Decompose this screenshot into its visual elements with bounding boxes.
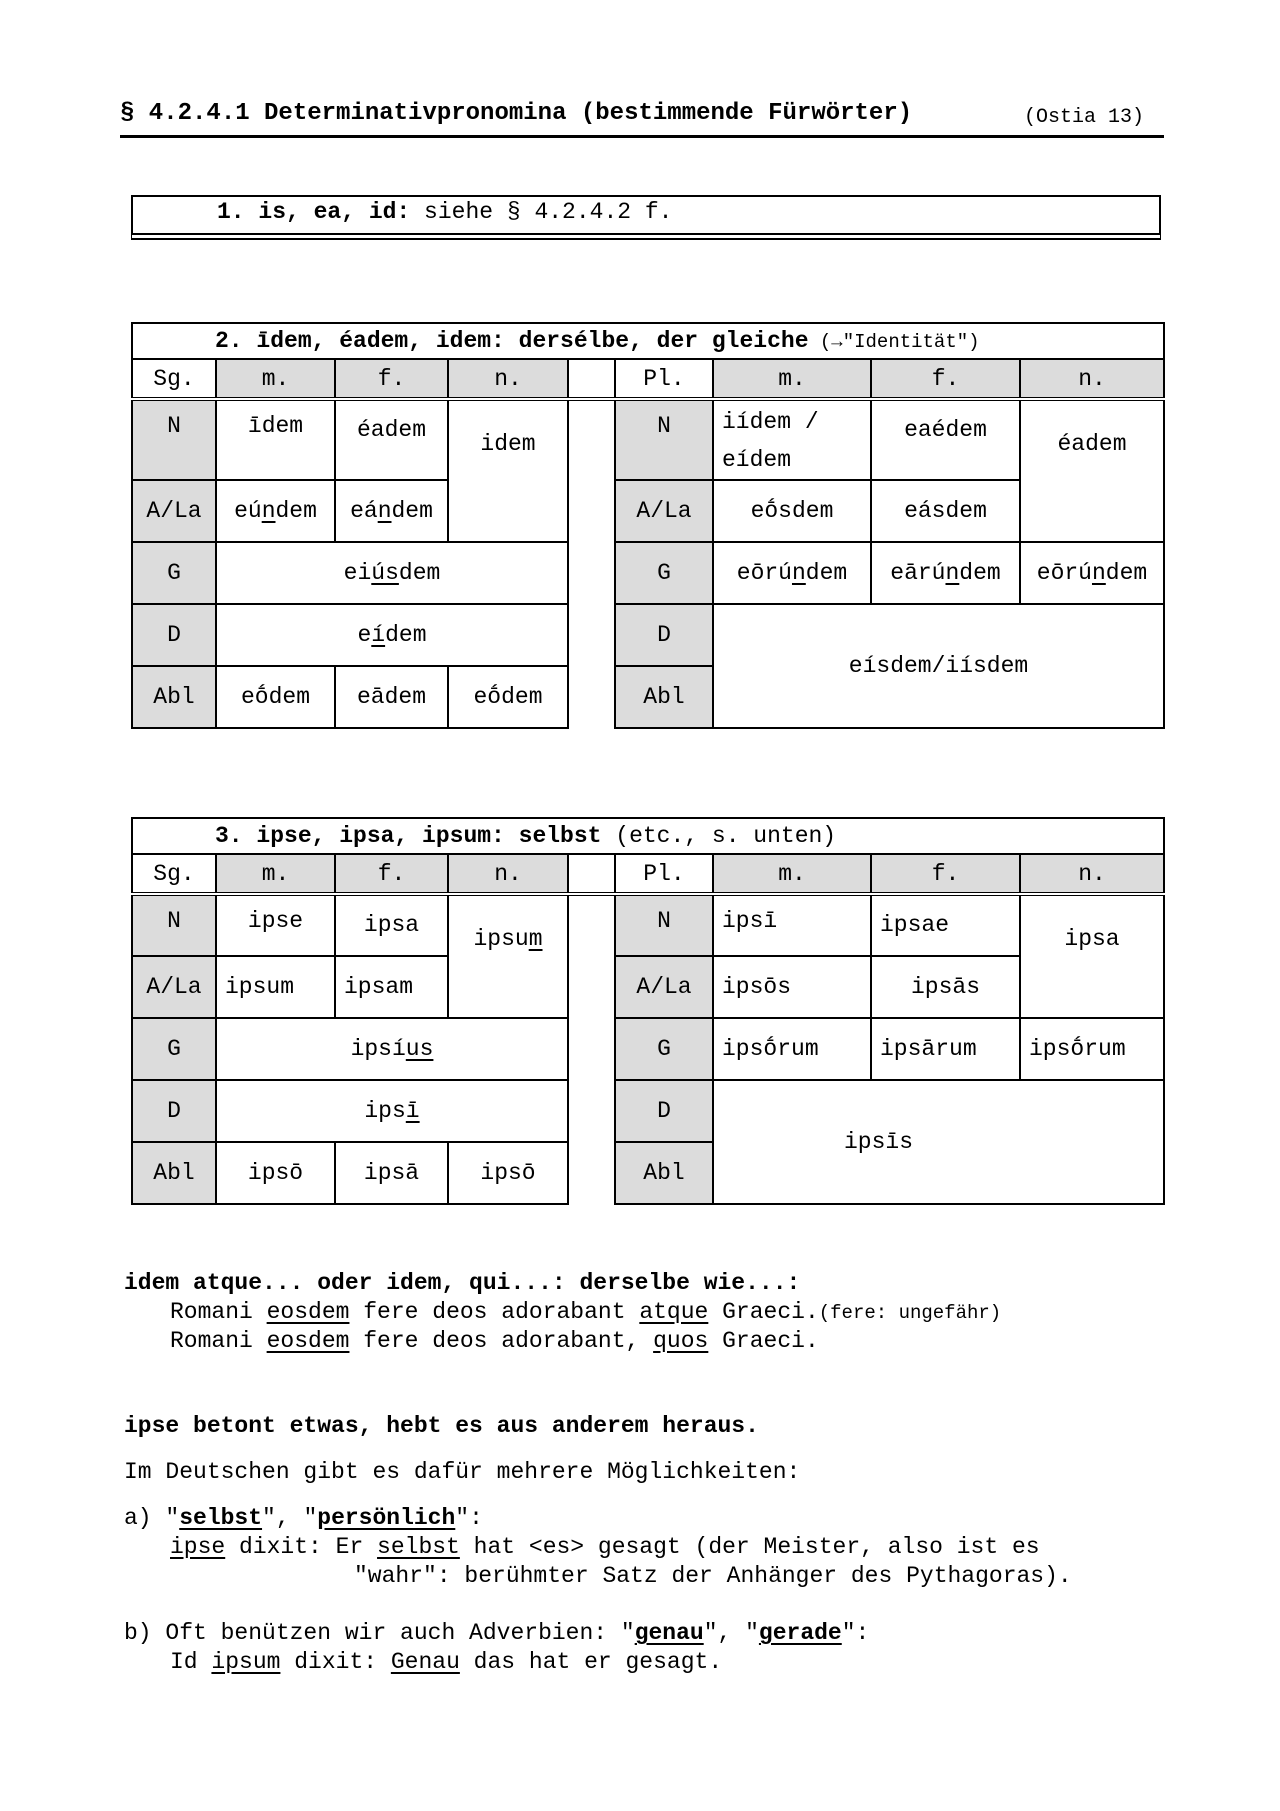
option-a: a) "selbst", "persönlich": — [124, 1505, 483, 1531]
page-heading — [120, 100, 1164, 138]
form-cell: ipsī — [216, 1080, 568, 1142]
ipse-declension-table — [131, 817, 1165, 1205]
form-cell: ipsam — [335, 956, 448, 1018]
case-label: A/La — [615, 956, 713, 1018]
col-f: f. — [335, 359, 448, 399]
case-label: D — [615, 1080, 713, 1142]
example-line: Romani eosdem fere deos adorabant atque Graeci.(fere: ungefähr) — [170, 1299, 1002, 1325]
form-cell: iídem / eídem — [713, 399, 871, 480]
ipse-heading: ipse betont etwas, hebt es aus anderem heraus. — [124, 1413, 759, 1439]
case-label: Abl — [132, 666, 216, 728]
pl-header: Pl. — [615, 854, 713, 894]
pl-header: Pl. — [615, 359, 713, 399]
example-line: "wahr": berühmter Satz der Anhänger des Pythagoras). — [354, 1563, 1072, 1589]
form-cell: ipsīs — [713, 1080, 1164, 1204]
form-cell: ipsṓrum — [1020, 1018, 1164, 1080]
form-cell: ipsō — [448, 1142, 568, 1204]
case-label: A/La — [132, 956, 216, 1018]
col-f: f. — [871, 854, 1020, 894]
case-label: G — [132, 1018, 216, 1080]
case-label: G — [615, 1018, 713, 1080]
form-cell: ipsae — [871, 894, 1020, 956]
case-label: D — [132, 1080, 216, 1142]
option-b: b) Oft benützen wir auch Adverbien: "genau", "gerade": — [124, 1620, 870, 1646]
form-cell: ipsíus — [216, 1018, 568, 1080]
sg-header: Sg. — [132, 359, 216, 399]
col-n: n. — [1020, 359, 1164, 399]
ipse-intro: Im Deutschen gibt es dafür mehrere Möglichkeiten: — [124, 1459, 801, 1485]
form-cell: eiúsdem — [216, 542, 568, 604]
col-f: f. — [335, 854, 448, 894]
form-cell: ipsa — [335, 894, 448, 956]
form-cell: eṓsdem — [713, 480, 871, 542]
form-cell: ipsum — [448, 894, 568, 1018]
form-cell: eídem — [216, 604, 568, 666]
col-n: n. — [1020, 854, 1164, 894]
form-cell: ipsī — [713, 894, 871, 956]
is-ea-id-box — [131, 195, 1161, 235]
form-cell: éadem — [1020, 399, 1164, 542]
form-cell: eándem — [335, 480, 448, 542]
form-cell: eásdem — [871, 480, 1020, 542]
form-cell: eṓdem — [448, 666, 568, 728]
form-cell: éadem — [335, 399, 448, 480]
col-m: m. — [713, 359, 871, 399]
case-label: D — [132, 604, 216, 666]
form-cell: idem — [448, 399, 568, 542]
form-cell: eādem — [335, 666, 448, 728]
col-m: m. — [216, 359, 335, 399]
form-cell: ipsṓrum — [713, 1018, 871, 1080]
form-cell: ipsō — [216, 1142, 335, 1204]
sg-header: Sg. — [132, 854, 216, 894]
case-label: Abl — [615, 1142, 713, 1204]
form-cell: ipse — [216, 894, 335, 956]
form-cell: ipsum — [216, 956, 335, 1018]
example-line: Id ipsum dixit: Genau das hat er gesagt. — [170, 1649, 723, 1675]
form-cell: eārúndem — [871, 542, 1020, 604]
form-cell: eúndem — [216, 480, 335, 542]
case-label: G — [132, 542, 216, 604]
form-cell: ipsās — [871, 956, 1020, 1018]
col-n: n. — [448, 359, 568, 399]
form-cell: eōrúndem — [713, 542, 871, 604]
case-label: N — [615, 399, 713, 480]
case-label: N — [132, 894, 216, 956]
case-label: A/La — [615, 480, 713, 542]
col-n: n. — [448, 854, 568, 894]
source-reference: (Ostia 13) — [1023, 106, 1144, 129]
box1-reference: siehe § 4.2.4.2 f. — [410, 199, 673, 225]
box1-label: 1. is, ea, id: — [217, 199, 411, 225]
example-line: Romani eosdem fere deos adorabant, quos Graeci. — [170, 1328, 819, 1354]
case-label: Abl — [615, 666, 713, 728]
case-label: G — [615, 542, 713, 604]
form-cell: īdem — [216, 399, 335, 480]
table3-title: 3. ipse, ipsa, ipsum: selbst (etc., s. unten) — [132, 818, 1164, 854]
case-label: D — [615, 604, 713, 666]
case-label: Abl — [132, 1142, 216, 1204]
form-cell: eṓdem — [216, 666, 335, 728]
form-cell: ipsā — [335, 1142, 448, 1204]
form-cell: ipsārum — [871, 1018, 1020, 1080]
case-label: N — [132, 399, 216, 480]
case-label: A/La — [132, 480, 216, 542]
col-m: m. — [713, 854, 871, 894]
section-title: § 4.2.4.1 Determinativpronomina (bestimmende Fürwörter) — [120, 100, 913, 127]
form-cell: ipsōs — [713, 956, 871, 1018]
col-f: f. — [871, 359, 1020, 399]
table2-title: 2. īdem, éadem, idem: dersélbe, der gleiche (→"Identität") — [132, 323, 1164, 359]
form-cell: eōrúndem — [1020, 542, 1164, 604]
idem-declension-table — [131, 322, 1165, 729]
example-line: ipse dixit: Er selbst hat <es> gesagt (der Meister, also ist es — [170, 1534, 1040, 1560]
case-label: N — [615, 894, 713, 956]
idem-atque-heading: idem atque... oder idem, qui...: derselbe wie...: — [124, 1270, 801, 1296]
form-cell: ipsa — [1020, 894, 1164, 1018]
col-m: m. — [216, 854, 335, 894]
form-cell: eaédem — [871, 399, 1020, 480]
form-cell: eísdem/iísdem — [713, 604, 1164, 728]
